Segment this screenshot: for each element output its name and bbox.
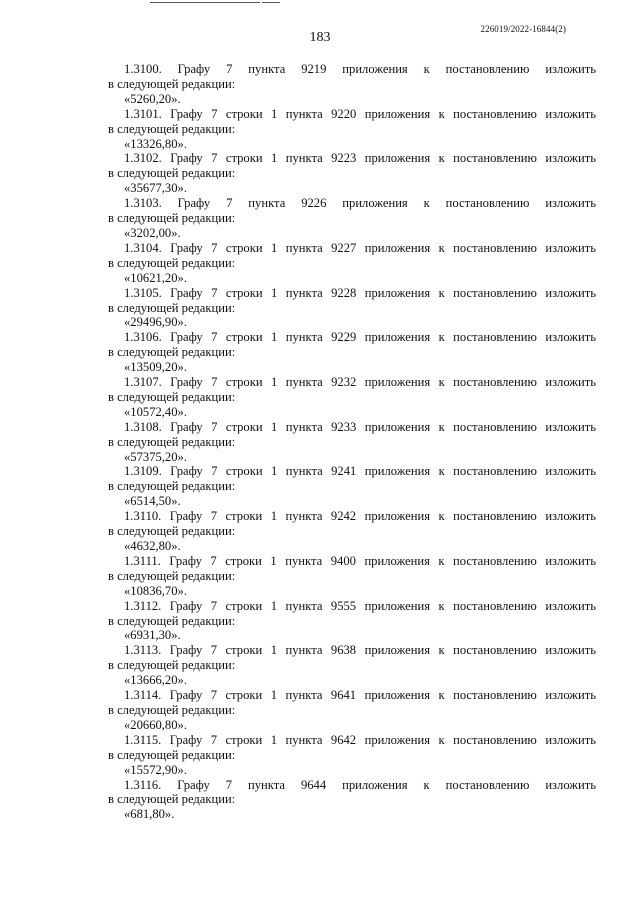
amendment-text-cont: в следующей редакции: [108,121,236,136]
amendment-text-cont: в следующей редакции: [108,524,236,539]
amendment-text: 1.3101. Графу 7 строки 1 пункта 9220 приложения к постановлению изложить [124,106,596,121]
amendment-value: «13509,20». [124,360,187,375]
amendment-value: «13666,20». [124,673,187,688]
top-rule-short [262,2,280,3]
amendment-item [108,733,596,778]
amendment-value: «13326,80». [124,136,187,151]
amendment-text-cont: в следующей редакции: [108,613,236,628]
amendment-value: «35677,30». [124,181,187,196]
amendment-text-cont: в следующей редакции: [108,702,236,717]
amendment-value: «6514,50». [124,494,181,509]
amendment-text-cont: в следующей редакции: [108,389,236,404]
amendment-item [108,196,596,241]
amendment-item [108,778,596,823]
amendment-text: 1.3106. Графу 7 строки 1 пункта 9229 приложения к постановлению изложить [124,330,596,345]
amendment-text: 1.3116. Графу 7 пункта 9644 приложения к постановлению изложить [124,777,596,792]
amendment-value: «6931,30». [124,628,181,643]
amendment-text: 1.3109. Графу 7 строки 1 пункта 9241 приложения к постановлению изложить [124,464,596,479]
amendment-text: 1.3110. Графу 7 строки 1 пункта 9242 приложения к постановлению изложить [124,509,596,524]
amendment-value: «57375,20». [124,449,187,464]
amendment-value: «10572,40». [124,404,187,419]
amendment-text-cont: в следующей редакции: [108,479,236,494]
amendment-text: 1.3107. Графу 7 строки 1 пункта 9232 приложения к постановлению изложить [124,375,596,390]
amendment-text-cont: в следующей редакции: [108,300,236,315]
amendment-value: «681,80». [124,807,175,822]
amendment-item [108,330,596,375]
amendment-text: 1.3100. Графу 7 пункта 9219 приложения к постановлению изложить [124,62,596,76]
amendment-item [108,420,596,465]
amendment-value: «5260,20». [124,91,181,106]
amendment-text: 1.3104. Графу 7 строки 1 пункта 9227 приложения к постановлению изложить [124,240,596,255]
amendment-text: 1.3115. Графу 7 строки 1 пункта 9642 приложения к постановлению изложить [124,732,596,747]
amendment-text-cont: в следующей редакции: [108,658,236,673]
amendment-value: «29496,90». [124,315,187,330]
amendment-item [108,62,596,107]
amendment-value: «10836,70». [124,583,187,598]
document-id: 226019/2022-16844(2) [480,24,566,34]
amendment-text-cont: в следующей редакции: [108,211,236,226]
amendment-value: «20660,80». [124,717,187,732]
page-number: 183 [309,30,331,45]
amendment-text-cont: в следующей редакции: [108,345,236,360]
amendment-value: «15572,90». [124,762,187,777]
document-body [108,62,596,822]
amendment-text-cont: в следующей редакции: [108,255,236,270]
amendment-text: 1.3113. Графу 7 строки 1 пункта 9638 приложения к постановлению изложить [124,643,596,658]
amendment-item [108,688,596,733]
amendment-text-cont: в следующей редакции: [108,434,236,449]
amendment-item [108,464,596,509]
amendment-item [108,643,596,688]
amendment-item [108,107,596,152]
amendment-text: 1.3114. Графу 7 строки 1 пункта 9641 приложения к постановлению изложить [124,688,596,703]
amendment-text-cont: в следующей редакции: [108,166,236,181]
amendment-item [108,509,596,554]
amendment-text: 1.3102. Графу 7 строки 1 пункта 9223 приложения к постановлению изложить [124,151,596,166]
amendment-item [108,375,596,420]
amendment-text: 1.3111. Графу 7 строки 1 пункта 9400 приложения к постановлению изложить [124,553,596,568]
amendment-item [108,554,596,599]
amendment-text: 1.3112. Графу 7 строки 1 пункта 9555 приложения к постановлению изложить [124,598,596,613]
amendment-text: 1.3108. Графу 7 строки 1 пункта 9233 приложения к постановлению изложить [124,419,596,434]
amendment-text: 1.3103. Графу 7 пункта 9226 приложения к постановлению изложить [124,196,596,211]
amendment-item [108,599,596,644]
amendment-text: 1.3105. Графу 7 строки 1 пункта 9228 приложения к постановлению изложить [124,285,596,300]
top-rule [150,2,260,3]
amendment-item [108,151,596,196]
amendment-value: «10621,20». [124,270,187,285]
amendment-item [108,241,596,286]
amendment-text-cont: в следующей редакции: [108,747,236,762]
amendment-text-cont: в следующей редакции: [108,568,236,583]
amendment-text-cont: в следующей редакции: [108,76,236,91]
amendment-value: «4632,80». [124,539,181,553]
amendment-value: «3202,00». [124,225,181,240]
amendment-item [108,286,596,331]
amendment-text-cont: в следующей редакции: [108,792,236,807]
